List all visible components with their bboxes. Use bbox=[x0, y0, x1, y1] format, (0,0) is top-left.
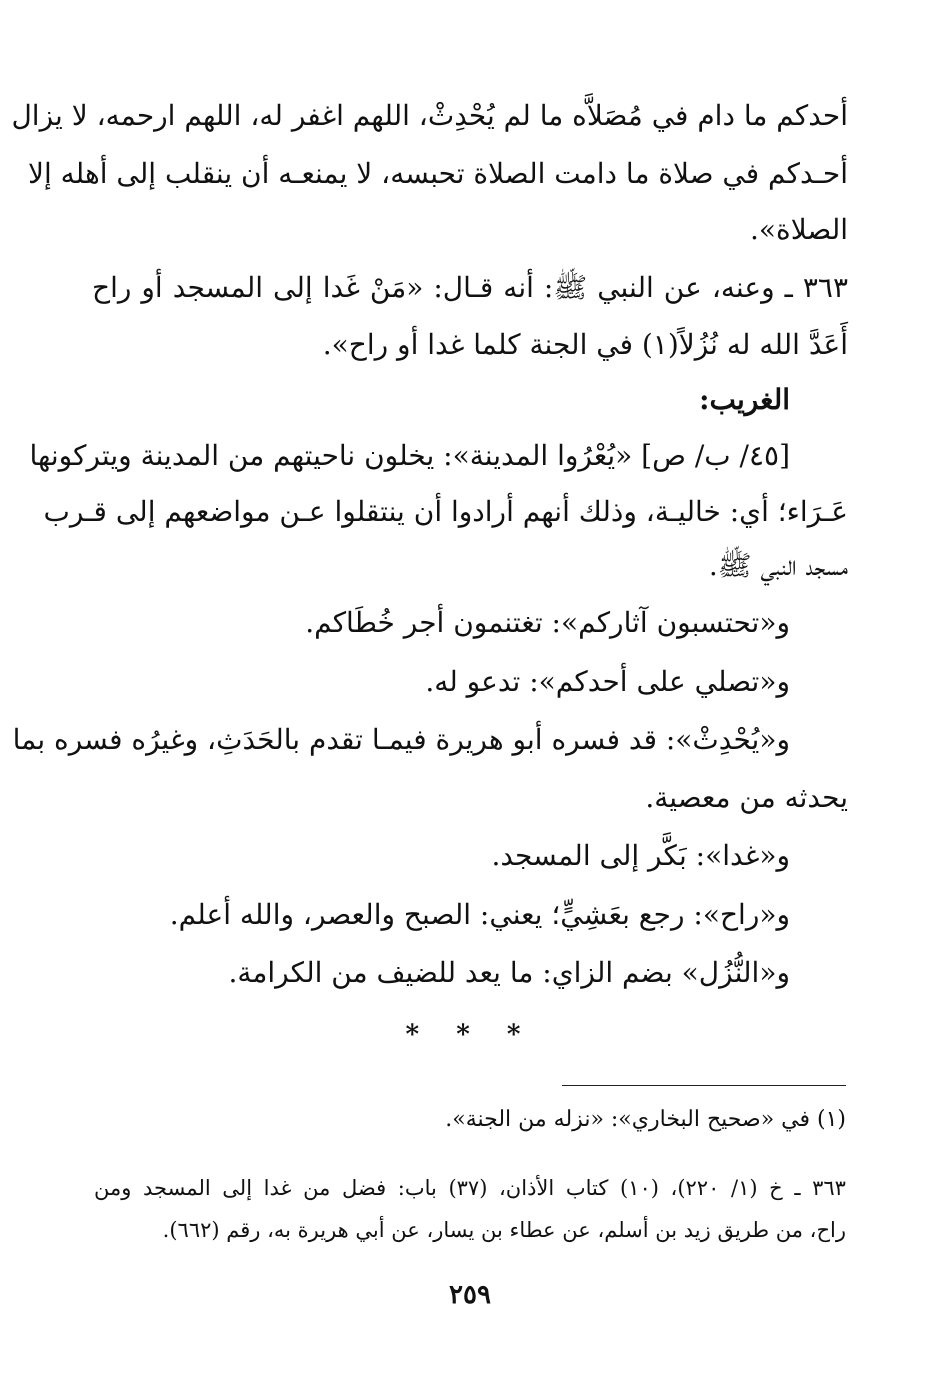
gloss-line: و«غدا»: بَكَّر إلى المسجد. bbox=[491, 839, 790, 872]
gloss-line: و«يُحْدِثْ»: قد فسره أبو هريرة فيمـا تقدم بالحَدَثِ، وغيرُه فسره بما bbox=[12, 723, 790, 756]
page-number: ٢٥٩ bbox=[449, 1280, 491, 1310]
source-note-line: راح، من طريق زيد بن أسلم، عن عطاء بن يسار، عن أبي هريرة به، رقم (٦٦٢). bbox=[162, 1218, 846, 1242]
footnote-rule bbox=[562, 1085, 846, 1086]
section-separator: * * * bbox=[405, 1020, 535, 1050]
gloss-line: و«النُّزُل» بضم الزاي: ما يعد للضيف من الكرامة. bbox=[228, 956, 790, 989]
hadith-363-line: أَعَدَّ الله له نُزُلاً(١) في الجنة كلما غدا أو راح». bbox=[322, 328, 848, 361]
gloss-line: و«تصلي على أحدكم»: تدعو له. bbox=[425, 665, 790, 698]
gloss-line: و«تحتسبون آثاركم»: تغتنمون أجر خُطَاكم. bbox=[305, 606, 790, 639]
text-line: أحدكم ما دام في مُصَلاَّه ما لم يُحْدِثْ، اللهم اغفر له، اللهم ارحمه، لا يزال bbox=[11, 99, 848, 132]
text-line: مسجد النبي ﷺ. bbox=[708, 549, 848, 582]
hadith-363-line: ٣٦٣ ـ وعنه، عن النبي ﷺ: أنه قـال: «مَنْ غَدا إلى المسجد أو راح bbox=[92, 271, 848, 304]
footnote: (١) في «صحيح البخاري»: «نزله من الجنة». bbox=[445, 1107, 846, 1132]
gloss-line: و«راح»: رجع بعَشِيٍّ؛ يعني: الصبح والعصر، والله أعلم. bbox=[169, 898, 790, 931]
text-line: أحـدكم في صلاة ما دامت الصلاة تحبسه، لا يمنعـه أن ينقلب إلى أهله إلا bbox=[28, 157, 848, 190]
text-line: [٤٥/ ب/ ص] «يُعْرُوا المدينة»: يخلون ناحيتهم من المدينة ويتركونها bbox=[29, 439, 790, 472]
source-note-line: ٣٦٣ ـ خ (١/ ٢٢٠)، (١٠) كتاب الأذان، (٣٧) باب: فضل من غدا إلى المسجد ومن bbox=[94, 1176, 846, 1200]
text-line: يحدثه من معصية. bbox=[645, 781, 848, 814]
text-line: الصلاة». bbox=[750, 213, 848, 246]
text-line: عَـرَاء؛ أي: خاليـة، وذلك أنهم أرادوا أن ينتقلوا عـن مواضعهم إلى قـرب bbox=[43, 495, 848, 528]
section-heading-gharib: الغريب: bbox=[699, 383, 790, 416]
